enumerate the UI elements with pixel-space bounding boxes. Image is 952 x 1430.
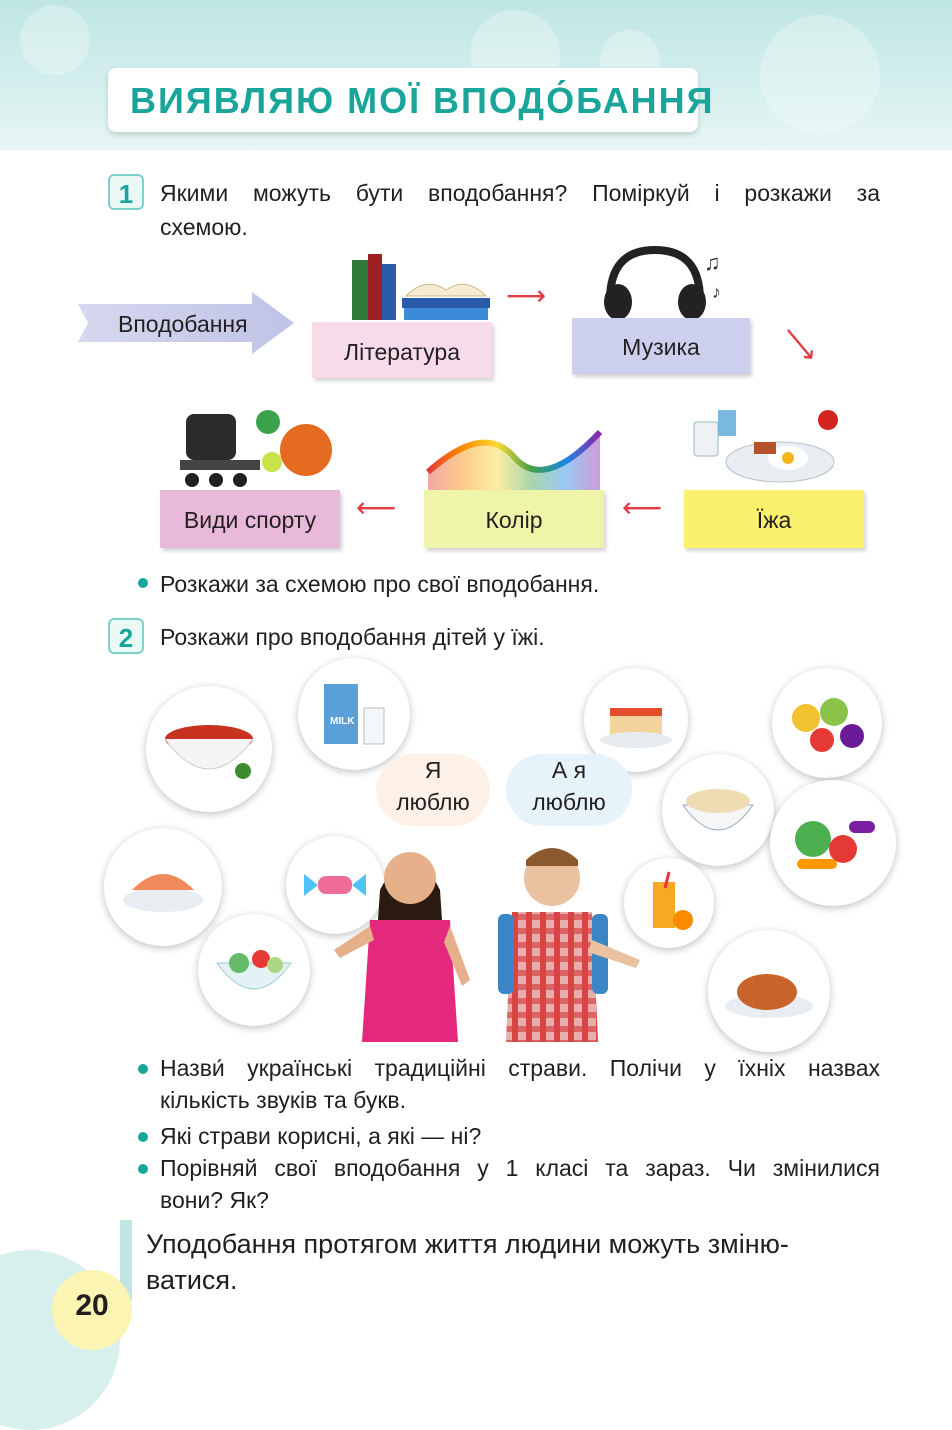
speech-line: Я bbox=[424, 757, 442, 783]
scheme-item-sport: Види спорту bbox=[160, 490, 340, 548]
headphones-icon bbox=[600, 240, 730, 320]
vegetables-image bbox=[770, 780, 896, 906]
task2-bullet-line: Порівняй свої вподобання у 1 класі та зараз. Чи змінилися bbox=[160, 1155, 880, 1181]
task2-bullet-line: вони? Як? bbox=[160, 1187, 269, 1213]
borscht-image bbox=[146, 686, 272, 812]
bullet-dot bbox=[138, 1064, 148, 1074]
breakfast-icon bbox=[690, 402, 850, 492]
chicken-image bbox=[708, 930, 830, 1052]
task2-bullet-line: кількість звуків та букв. bbox=[160, 1087, 406, 1113]
scheme-arrow-icon: ⟶ bbox=[775, 318, 826, 370]
svg-text:♪: ♪ bbox=[712, 282, 721, 302]
scheme-item-food: Їжа bbox=[684, 490, 864, 548]
speech-line: люблю bbox=[396, 789, 470, 815]
dumplings-image bbox=[662, 754, 774, 866]
fruit-image bbox=[772, 668, 882, 778]
scheme-item-color: Колір bbox=[424, 490, 604, 548]
page-title-box bbox=[108, 68, 715, 132]
speech-line: А я bbox=[551, 757, 587, 783]
speech-bubble-girl bbox=[376, 754, 490, 826]
task2-bullet bbox=[160, 1052, 880, 1116]
conclusion bbox=[146, 1226, 789, 1298]
task1-text bbox=[160, 176, 880, 244]
salmon-image bbox=[104, 828, 222, 946]
decor-bubble bbox=[760, 15, 880, 135]
bullet-dot bbox=[138, 578, 148, 588]
scheme-arrow-icon: ⟶ bbox=[506, 280, 547, 311]
task2-bullet-line: Які страви корисні, а які — ні? bbox=[160, 1123, 482, 1149]
scheme-start-label: Вподобання bbox=[118, 311, 248, 337]
milk-label: MILK bbox=[330, 716, 355, 727]
speech-bubble-boy bbox=[506, 754, 632, 826]
scheme-item-literature: Література bbox=[312, 322, 492, 378]
page-number: 20 bbox=[52, 1270, 132, 1350]
decor-bubble bbox=[20, 5, 90, 75]
books-icon bbox=[346, 250, 496, 325]
task2-bullet-line: Назви́ українські традиційні страви. Полічи у їхніх назвах bbox=[160, 1055, 880, 1081]
task-number-badge: 1 bbox=[108, 174, 144, 210]
speech-line: люблю bbox=[532, 789, 606, 815]
conclusion-line: Уподобання протягом життя людини можуть зміню- bbox=[146, 1229, 789, 1259]
conclusion-line: ватися. bbox=[146, 1265, 238, 1295]
scheme-item-music: Музика bbox=[572, 318, 750, 374]
svg-text:♫: ♫ bbox=[704, 250, 721, 275]
task2-text: Розкажи про вподобання дітей у їжі. bbox=[160, 624, 545, 650]
task-number-badge: 2 bbox=[108, 618, 144, 654]
task1-bullet: Розкажи за схемою про свої вподобання. bbox=[160, 571, 600, 597]
page-title: ВИЯВЛЯЮ МОЇ ВПОДО́БАННЯ bbox=[130, 80, 715, 121]
scheme-arrow-icon: ⟵ bbox=[622, 492, 663, 523]
task2-bullet bbox=[160, 1152, 880, 1216]
spectrum-icon bbox=[424, 412, 604, 492]
bullet-dot bbox=[138, 1132, 148, 1142]
task1-text-line: схемою. bbox=[160, 214, 248, 240]
bullet-dot bbox=[138, 1164, 148, 1174]
scheme-arrow-icon: ⟵ bbox=[356, 492, 397, 523]
task1-text-line: Якими можуть бути вподобання? Поміркуй і розкажи за bbox=[160, 180, 880, 206]
salad-image bbox=[198, 914, 310, 1026]
task2-bullet bbox=[160, 1120, 481, 1152]
sport-equipment-icon bbox=[176, 400, 336, 490]
children-illustration bbox=[330, 830, 660, 1042]
